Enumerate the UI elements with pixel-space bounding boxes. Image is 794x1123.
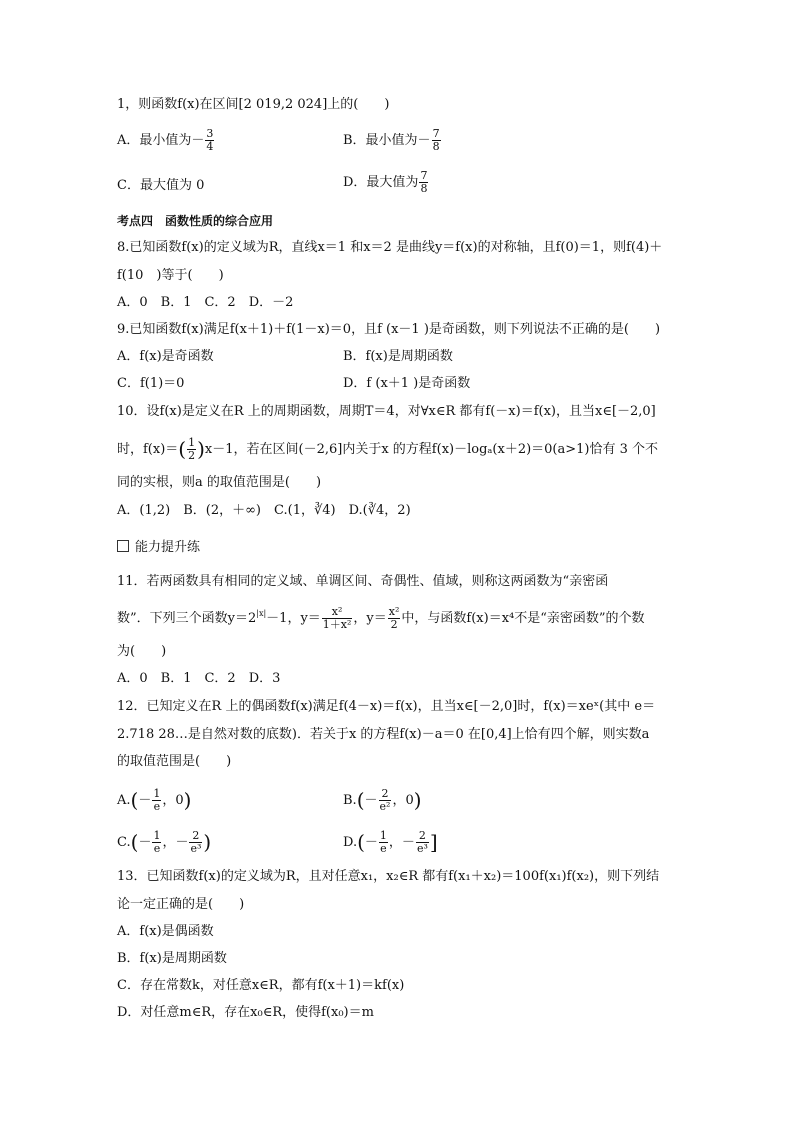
q9-option-a: A．f(x)是奇函数	[117, 349, 214, 364]
q13-line2: 论一定正确的是( )	[117, 897, 245, 912]
q8-line1: 8.已知函数f(x)的定义域为R，直线x＝1 和x＝2 是曲线y＝f(x)的对称轴，且f(0)＝1，则f(4)＋	[117, 240, 663, 255]
q7-option-d: D．最大值为 $\frac{7}{8}$	[343, 169, 428, 195]
q12-option-d: D.(－ $\frac{1}{e}$ ，－ $\frac{2}{\text{e³}}$ ]	[343, 829, 438, 855]
q9-option-d: D．f (x＋1 )是奇函数	[343, 376, 471, 391]
q7-option-c: C．最大值为 0	[117, 178, 205, 193]
q9-stem: 9.已知函数f(x)满足f(x＋1)＋f(1－x)＝0，且f (x－1 )是奇函数，则下列说法不正确的是( )	[117, 322, 661, 337]
q10-line1: 10．设f(x)是定义在R 上的周期函数，周期T＝4，对∀x∈R 都有f(－x)＝f(x)，且当x∈[－2,0]	[117, 404, 656, 419]
q11-options: A．0 B．1 C．2 D．3	[117, 671, 281, 686]
q12-line1: 12．已知定义在R 上的偶函数f(x)满足f(4－x)＝f(x)，且当x∈[－2,0]时，f(x)＝xeˣ(其中 e＝	[117, 699, 656, 714]
q8-line2: f(10 )等于( )	[117, 268, 224, 283]
q10-line3: 同的实根，则a 的取值范围是( )	[117, 475, 322, 490]
q7-stem: 1，则函数f(x)在区间[2 019,2 024]上的( )	[117, 97, 390, 112]
q12-option-b: B.(－ $\frac{2}{\text{e²}}$ ，0)	[343, 787, 422, 813]
section-heading-4: 考点四 函数性质的综合应用	[117, 214, 274, 228]
checkbox-icon	[117, 540, 129, 552]
q12-option-c: C.(－ $\frac{1}{e}$ ，－ $\frac{2}{\text{e³}}$ )	[117, 829, 212, 855]
q13-option-a: A．f(x)是偶函数	[117, 924, 214, 939]
q11-line1: 11．若两函数具有相同的定义域、单调区间、奇偶性、值域，则称这两函数为“亲密函	[117, 574, 609, 589]
q12-line2: 2.718 28…是自然对数的底数)．若关于x 的方程f(x)－a＝0 在[0,4]上恰有四个解，则实数a	[117, 727, 650, 742]
q8-options: A．0 B．1 C．2 D．－2	[117, 295, 294, 310]
q11-line2: 数”．下列三个函数$y=2^{|x|}-1$，y＝ $\frac{\text{x²}}{\text{1＋x²}}$ ，y＝ $\frac{\text{x²}}{2}$ 中，与函数f(x)＝x⁴不是“亲密函数”的个数	[117, 605, 645, 631]
q7-option-b: B．最小值为－ $\frac{7}{8}$	[343, 127, 440, 153]
q10-line2: 时，f(x)＝( $\frac{1}{2}$ )x－1，若在区间(－2,6]内关于x 的方程f(x)－logₐ(x＋2)＝0(a>1)恰有 3 个不	[117, 436, 659, 462]
q13-option-b: B．f(x)是周期函数	[117, 951, 227, 966]
q7-option-a: A．最小值为－ $\frac{3}{4}$	[117, 127, 214, 153]
q12-line3: 的取值范围是( )	[117, 754, 232, 769]
section-heading-ability: 能力提升练	[117, 540, 200, 556]
q9-option-c: C．f(1)＝0	[117, 376, 185, 391]
q13-option-d: D．对任意m∈R，存在x₀∈R，使得f(x₀)＝m	[117, 1005, 374, 1020]
q12-option-a: A.(－ $\frac{1}{e}$ ，0)	[117, 787, 192, 813]
q11-line3: 为( )	[117, 644, 167, 659]
q10-options: A．(1,2) B．(2，＋∞) C.(1，∛4) D.(∛4，2)	[117, 503, 411, 518]
q13-line1: 13．已知函数f(x)的定义域为R，且对任意x₁，x₂∈R 都有f(x₁＋x₂)＝100f(x₁)f(x₂)，则下列结	[117, 869, 660, 884]
q13-option-c: C．存在常数k，对任意x∈R，都有f(x＋1)＝kf(x)	[117, 978, 405, 993]
q9-option-b: B．f(x)是周期函数	[343, 349, 453, 364]
